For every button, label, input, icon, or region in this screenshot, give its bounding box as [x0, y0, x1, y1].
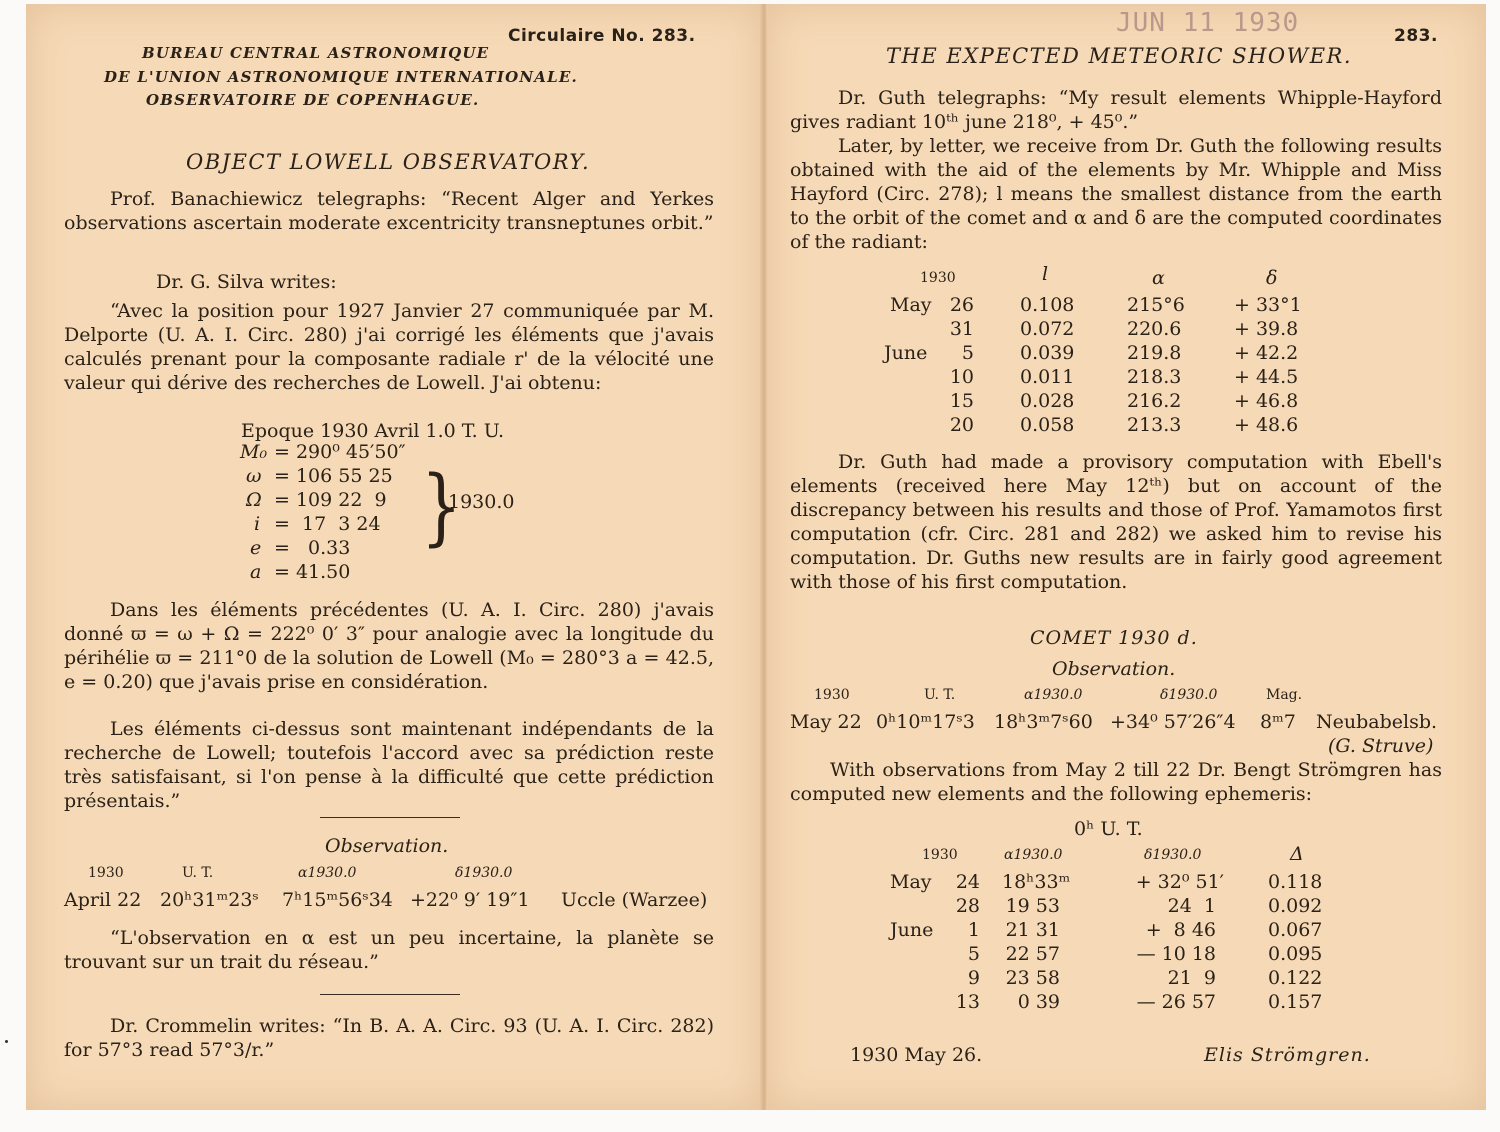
radiant-l: 0.072	[1020, 318, 1075, 340]
element-symbol: M₀	[240, 441, 268, 463]
eph-distance: 0.122	[1268, 967, 1323, 989]
obs-ra: 7ʰ15ᵐ56ˢ34	[282, 889, 393, 911]
radiant-alpha: 218.3	[1127, 366, 1182, 388]
element-symbol: ω	[246, 465, 262, 487]
element-symbol: e	[250, 537, 262, 559]
eph-ra: 22 57	[1005, 943, 1060, 965]
radiant-month: May	[890, 294, 932, 316]
bureau-line-3: OBSERVATOIRE DE COPENHAGUE.	[146, 91, 480, 109]
radiant-l: 0.028	[1020, 390, 1075, 412]
para-guth-telegram: Dr. Guth telegraphs: “My result elements Whipple-Hayford gives radiant 10ᵗʰ june 218⁰, + 45⁰.”	[790, 87, 1442, 133]
para-guth-letter: Later, by letter, we receive from Dr. Guth the following results obtained with the aid of the elements by Mr. Whipple and Miss Hayford (Circ. 278); l means the smallest distance from the earth to the orbit of the comet and α and δ are the computed coordinates of the radiant:	[790, 135, 1442, 253]
eph-day: 1	[967, 919, 980, 941]
eph-day: 5	[967, 943, 980, 965]
eph-ra: 21 31	[1005, 919, 1060, 941]
eph-ra: 23 58	[1005, 967, 1060, 989]
eph-distance: 0.157	[1268, 991, 1323, 1013]
eph-header-dec: δ1930.0	[1144, 847, 1202, 863]
radiant-alpha: 213.3	[1127, 414, 1182, 436]
radiant-delta: + 44.5	[1234, 366, 1299, 388]
comet-obs-observatory: Neubabelsb.	[1316, 711, 1438, 733]
para-crommelin: Dr. Crommelin writes: “In B. A. A. Circ. 93 (U. A. I. Circ. 282) for 57°3 read 57°3/r.”	[64, 1015, 714, 1061]
para-independants: Les éléments ci-dessus sont maintenant indépendants de la recherche de Lowell; toutefois l'accord avec sa prédiction reste très satisfaisant, si l'on pense à la difficulté que cette prédiction présentais.”	[64, 718, 714, 812]
comet-obs-mag: 8ᵐ7	[1260, 711, 1296, 733]
comet-header-ra: α1930.0	[1024, 687, 1083, 703]
obs-observatory: Uccle (Warzee)	[561, 889, 708, 911]
element-value: = 106 55 25	[274, 465, 393, 487]
eph-day: 13	[955, 991, 980, 1013]
bureau-line-2: DE L'UNION ASTRONOMIQUE INTERNATIONALE.	[104, 68, 578, 86]
radiant-delta: + 42.2	[1234, 342, 1299, 364]
para-provisory: Dr. Guth had made a provisory computation with Ebell's elements (received here May 12ᵗʰ) but on account of the discrepancy between his results and those of Prof. Yamamotos first computation (cfr. Circ. 281 and 282) we asked him to revise his computation. Dr. Guths new results are in fairly good agreement with those of his first computation.	[790, 451, 1442, 593]
para-silva-letter: “Avec la position pour 1927 Janvier 27 communiquée par M. Delporte (U. A. I. Circ. 280) j'ai corrigé les éléments que j'avais calculés prenant pour la composante radiale r' de la vélocité une valeur qui dérive des recherches de Lowell. J'ai obtenu:	[64, 300, 714, 394]
comet-obs-ut: 0ʰ10ᵐ17ˢ3	[876, 711, 975, 733]
signature: Elis Strömgren.	[1204, 1044, 1371, 1066]
eph-dec: — 10 18	[1136, 943, 1216, 965]
para-reseau: “L'observation en α est un peu incertaine, la planète se trouvant sur un trait du réseau.”	[64, 927, 714, 973]
radiant-header-delta: δ	[1266, 267, 1278, 289]
comet-observer: (G. Struve)	[1328, 735, 1434, 757]
eph-header-ra: α1930.0	[1004, 847, 1063, 863]
eph-dec: 21 9	[1167, 967, 1216, 989]
eph-header-year: 1930	[922, 847, 958, 863]
left-title: OBJECT LOWELL OBSERVATORY.	[186, 150, 591, 174]
eph-month: May	[890, 871, 932, 893]
element-symbol: Ω	[246, 489, 262, 511]
element-value: = 0.33	[274, 537, 351, 559]
radiant-alpha: 215°6	[1127, 294, 1185, 316]
eph-ra: 19 53	[1005, 895, 1060, 917]
radiant-l: 0.108	[1020, 294, 1075, 316]
radiant-day: 10	[949, 366, 974, 388]
comet-header-dec: δ1930.0	[1160, 687, 1218, 703]
obs-header-dec: δ1930.0	[455, 865, 513, 881]
element-symbol: i	[254, 513, 261, 535]
comet-obs-dec: +34⁰ 57′26″4	[1110, 711, 1236, 733]
eph-distance: 0.095	[1268, 943, 1323, 965]
eph-distance: 0.118	[1268, 871, 1323, 893]
eph-day: 24	[955, 871, 980, 893]
radiant-alpha: 220.6	[1127, 318, 1182, 340]
radiant-header-year: 1930	[920, 270, 956, 286]
radiant-day: 15	[949, 390, 974, 412]
radiant-alpha: 216.2	[1127, 390, 1182, 412]
obs-header-ra: α1930.0	[298, 865, 357, 881]
eph-dec: — 26 57	[1136, 991, 1216, 1013]
radiant-l: 0.011	[1020, 366, 1075, 388]
para-stromgren: With observations from May 2 till 22 Dr. Bengt Strömgren has computed new elements and the following ephemeris:	[790, 759, 1442, 805]
radiant-month: June	[884, 342, 928, 364]
element-symbol: a	[250, 561, 262, 583]
right-title: THE EXPECTED METEORIC SHOWER.	[886, 44, 1353, 68]
eph-month: June	[890, 919, 934, 941]
page-fold	[760, 4, 768, 1110]
eph-day: 9	[967, 967, 980, 989]
para-banachiewicz: Prof. Banachiewicz telegraphs: “Recent Alger and Yerkes observations ascertain moderate excentricity transneptunes orbit.”	[64, 188, 714, 234]
eph-distance: 0.092	[1268, 895, 1323, 917]
comet-title: COMET 1930 d.	[1030, 627, 1198, 649]
elements-equinox: 1930.0	[448, 491, 515, 513]
radiant-delta: + 46.8	[1234, 390, 1299, 412]
radiant-alpha: 219.8	[1127, 342, 1182, 364]
ephemeris-title: 0ʰ U. T.	[1074, 818, 1143, 840]
para-silva-intro: Dr. G. Silva writes:	[156, 271, 337, 293]
comet-header-year: 1930	[814, 687, 850, 703]
element-value: = 17 3 24	[274, 513, 381, 535]
eph-ra: 18ʰ33ᵐ	[1002, 871, 1071, 893]
para-analogie: Dans les éléments précédentes (U. A. I. Circ. 280) j'avais donné ϖ = ω + Ω = 222⁰ 0′ 3″ pour analogie avec la longitude du périhélie ϖ = 211°0 de la solution de Lowell (M₀ = 280°3 a = 42.5, e = 0.20) que j'avais prise en considération.	[64, 599, 714, 693]
scan-speck	[5, 1040, 8, 1043]
eph-distance: 0.067	[1268, 919, 1323, 941]
eph-ra: 0 39	[1017, 991, 1060, 1013]
elements-brace: }	[421, 459, 462, 556]
radiant-header-alpha: α	[1152, 267, 1165, 289]
eph-dec: + 32⁰ 51′	[1135, 871, 1224, 893]
circular-number: Circulaire No. 283.	[508, 26, 696, 46]
bureau-line-1: BUREAU CENTRAL ASTRONOMIQUE	[142, 44, 490, 62]
date-stamp: JUN 11 1930	[1116, 8, 1300, 38]
radiant-delta: + 48.6	[1234, 414, 1299, 436]
obs-date: April 22	[64, 889, 142, 911]
comet-obs-ra: 18ʰ3ᵐ7ˢ60	[994, 711, 1093, 733]
eph-day: 28	[955, 895, 980, 917]
comet-observation-title: Observation.	[1052, 658, 1176, 680]
obs-dec: +22⁰ 9′ 19″1	[410, 889, 530, 911]
element-value: = 41.50	[274, 561, 351, 583]
eph-dec: 24 1	[1167, 895, 1216, 917]
radiant-header-l: l	[1042, 263, 1049, 285]
date-line: 1930 May 26.	[850, 1044, 983, 1066]
page-number: 283.	[1394, 26, 1438, 46]
divider	[320, 817, 460, 818]
obs-ut: 20ʰ31ᵐ23ˢ	[160, 889, 259, 911]
eph-header-delta: Δ	[1290, 843, 1304, 865]
radiant-day: 31	[949, 318, 974, 340]
radiant-delta: + 39.8	[1234, 318, 1299, 340]
radiant-day: 20	[949, 414, 974, 436]
radiant-l: 0.039	[1020, 342, 1075, 364]
element-value: = 290⁰ 45′50″	[274, 441, 406, 463]
radiant-l: 0.058	[1020, 414, 1075, 436]
element-value: = 109 22 9	[274, 489, 387, 511]
comet-header-mag: Mag.	[1266, 687, 1303, 703]
divider	[320, 994, 460, 995]
observation-title: Observation.	[325, 835, 449, 857]
comet-obs-date: May 22	[790, 711, 862, 733]
radiant-day: 5	[961, 342, 974, 364]
radiant-delta: + 33°1	[1234, 294, 1302, 316]
obs-header-year: 1930	[88, 865, 124, 881]
comet-header-ut: U. T.	[924, 687, 956, 703]
radiant-day: 26	[949, 294, 974, 316]
elements-epoch: Epoque 1930 Avril 1.0 T. U.	[241, 420, 505, 442]
eph-dec: + 8 46	[1145, 919, 1216, 941]
obs-header-ut: U. T.	[182, 865, 214, 881]
